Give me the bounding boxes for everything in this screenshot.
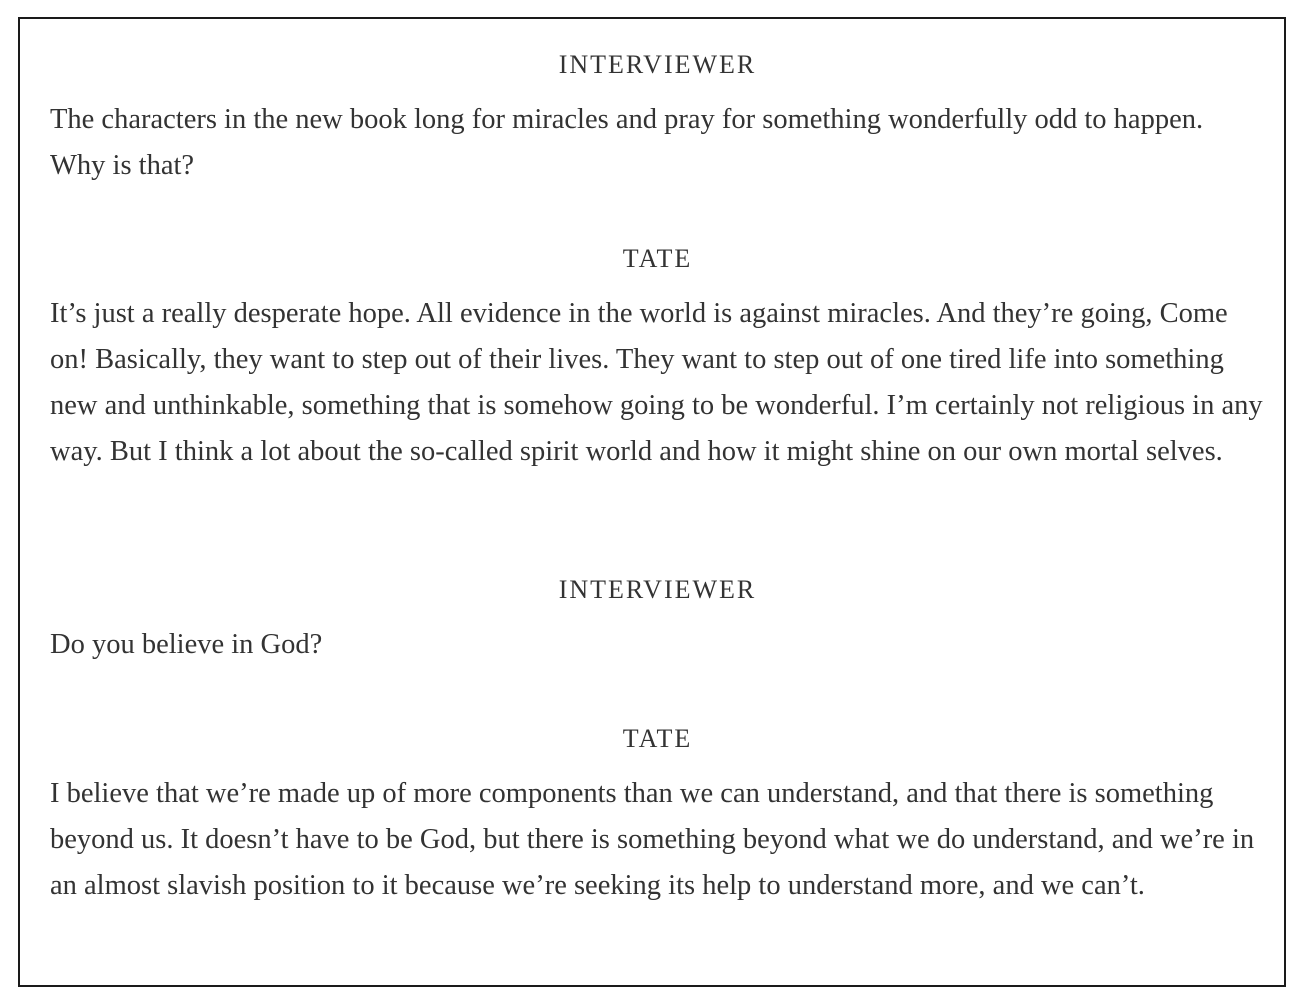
speaker-label: INTERVIEWER [558, 50, 757, 79]
speech-text: I believe that we’re made up of more components than we can understand, and that there is something beyond us. It doesn’t have to be God, but there is something beyond what we do understand, and we’re in an almost slavish position to it because we’re seeking its help to understand more, and we can’t. [50, 778, 1255, 901]
speech-text: Do you believe in God? [50, 629, 323, 660]
speaker-label: INTERVIEWER [558, 575, 757, 604]
exchange-interviewer-1 [50, 50, 1265, 189]
speech-text: It’s just a really desperate hope. All evidence in the world is against miracles. And they’re going, Come on! Basically, they want to step out of their lives. They want to step out of one tired life into something new and unthinkable, something that is somehow going to be wonderful. I’m certainly not religious in any way. But I think a lot about the so-called spirit world and how it might shine on our own mortal selves. [50, 298, 1263, 467]
speaker-label: TATE [622, 244, 693, 273]
exchange-tate-1 [50, 244, 1265, 475]
exchange-interviewer-2 [50, 575, 1265, 668]
exchange-tate-2 [50, 724, 1265, 909]
speech-text: The characters in the new book long for miracles and pray for something wonderfully odd to happen. Why is that? [50, 104, 1204, 181]
speaker-label: TATE [622, 724, 693, 753]
